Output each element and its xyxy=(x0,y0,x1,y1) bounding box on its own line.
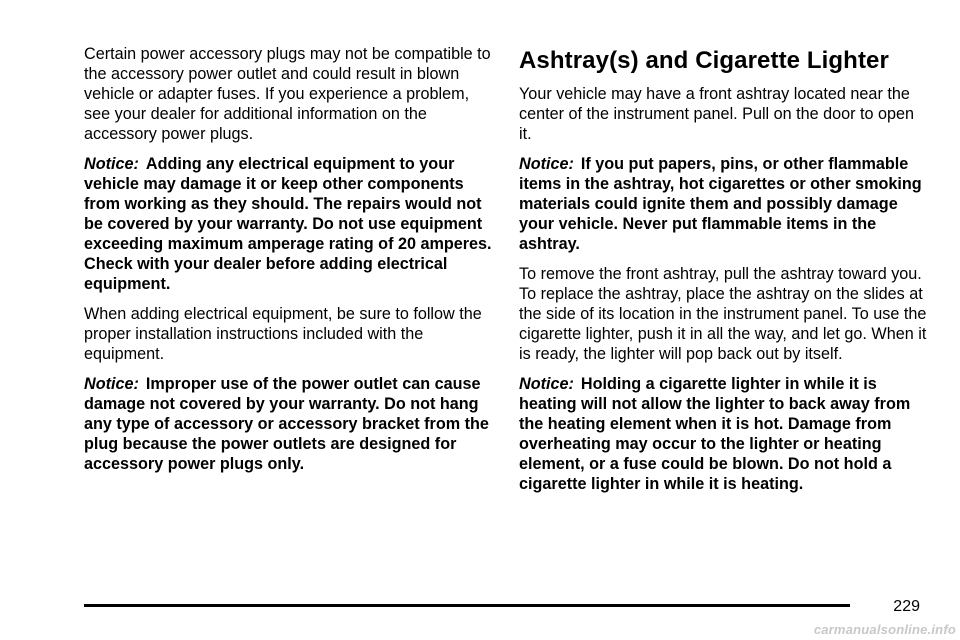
ashtray-removal-paragraph: To remove the front ashtray, pull the ashtray toward you. To replace the ashtray, place the ashtray on the slides at the side of its location in the instrument panel. To use the cigarette lighter, push it in all the way, and let go. When it is ready, the lighter will pop back out by itself. xyxy=(519,265,927,363)
ashtray-location-paragraph: Your vehicle may have a front ashtray located near the center of the instrument panel. Pull on the door to open it. xyxy=(519,85,915,143)
notice-lighter-heating xyxy=(519,374,931,494)
notice-label: Notice: xyxy=(84,155,139,173)
watermark: carmanualsonline.info xyxy=(813,622,956,637)
left-column xyxy=(84,44,494,484)
notice-text: Holding a cigarette lighter in while it is heating will not allow the lighter to back away from the heating element when it is hot. Damage from overheating may occur to the lighter or heating element, or a fuse could be blown. Do not hold a cigarette lighter in while it is heating. xyxy=(519,375,911,493)
notice-label: Notice: xyxy=(519,155,574,173)
accessory-plug-paragraph: Certain power accessory plugs may not be compatible to the accessory power outlet and could result in blown vehicle or adapter fuses. If you experience a problem, see your dealer for additional information on the accessory power plugs. xyxy=(84,45,491,143)
notice-label: Notice: xyxy=(84,375,139,393)
section-heading: Ashtray(s) and Cigarette Lighter xyxy=(519,47,889,74)
notice-text: If you put papers, pins, or other flammable items in the ashtray, hot cigarettes or other smoking materials could ignite them and possibly damage your vehicle. Never put flammable items in the ashtray. xyxy=(519,155,922,253)
notice-text: Adding any electrical equipment to your vehicle may damage it or keep other components from working as they should. The repairs would not be covered by your warranty. Do not use equipment exceeding maximum amperage rating of 20 amperes. Check with your dealer before adding electrical equipment. xyxy=(84,155,492,293)
notice-text: Improper use of the power outlet can cause damage not covered by your warranty. Do not hang any type of accessory or accessory bracket from the plug because the power outlets are designed for accessory power plugs only. xyxy=(84,375,489,473)
installation-paragraph: When adding electrical equipment, be sure to follow the proper installation instructions included with the equipment. xyxy=(84,305,482,363)
footer-rule xyxy=(84,604,850,607)
notice-power-outlet xyxy=(84,374,494,474)
page-number: 229 xyxy=(893,598,920,615)
right-column xyxy=(519,44,931,504)
notice-label: Notice: xyxy=(519,375,574,393)
notice-electrical-equipment xyxy=(84,154,494,294)
notice-flammable-items xyxy=(519,154,931,254)
